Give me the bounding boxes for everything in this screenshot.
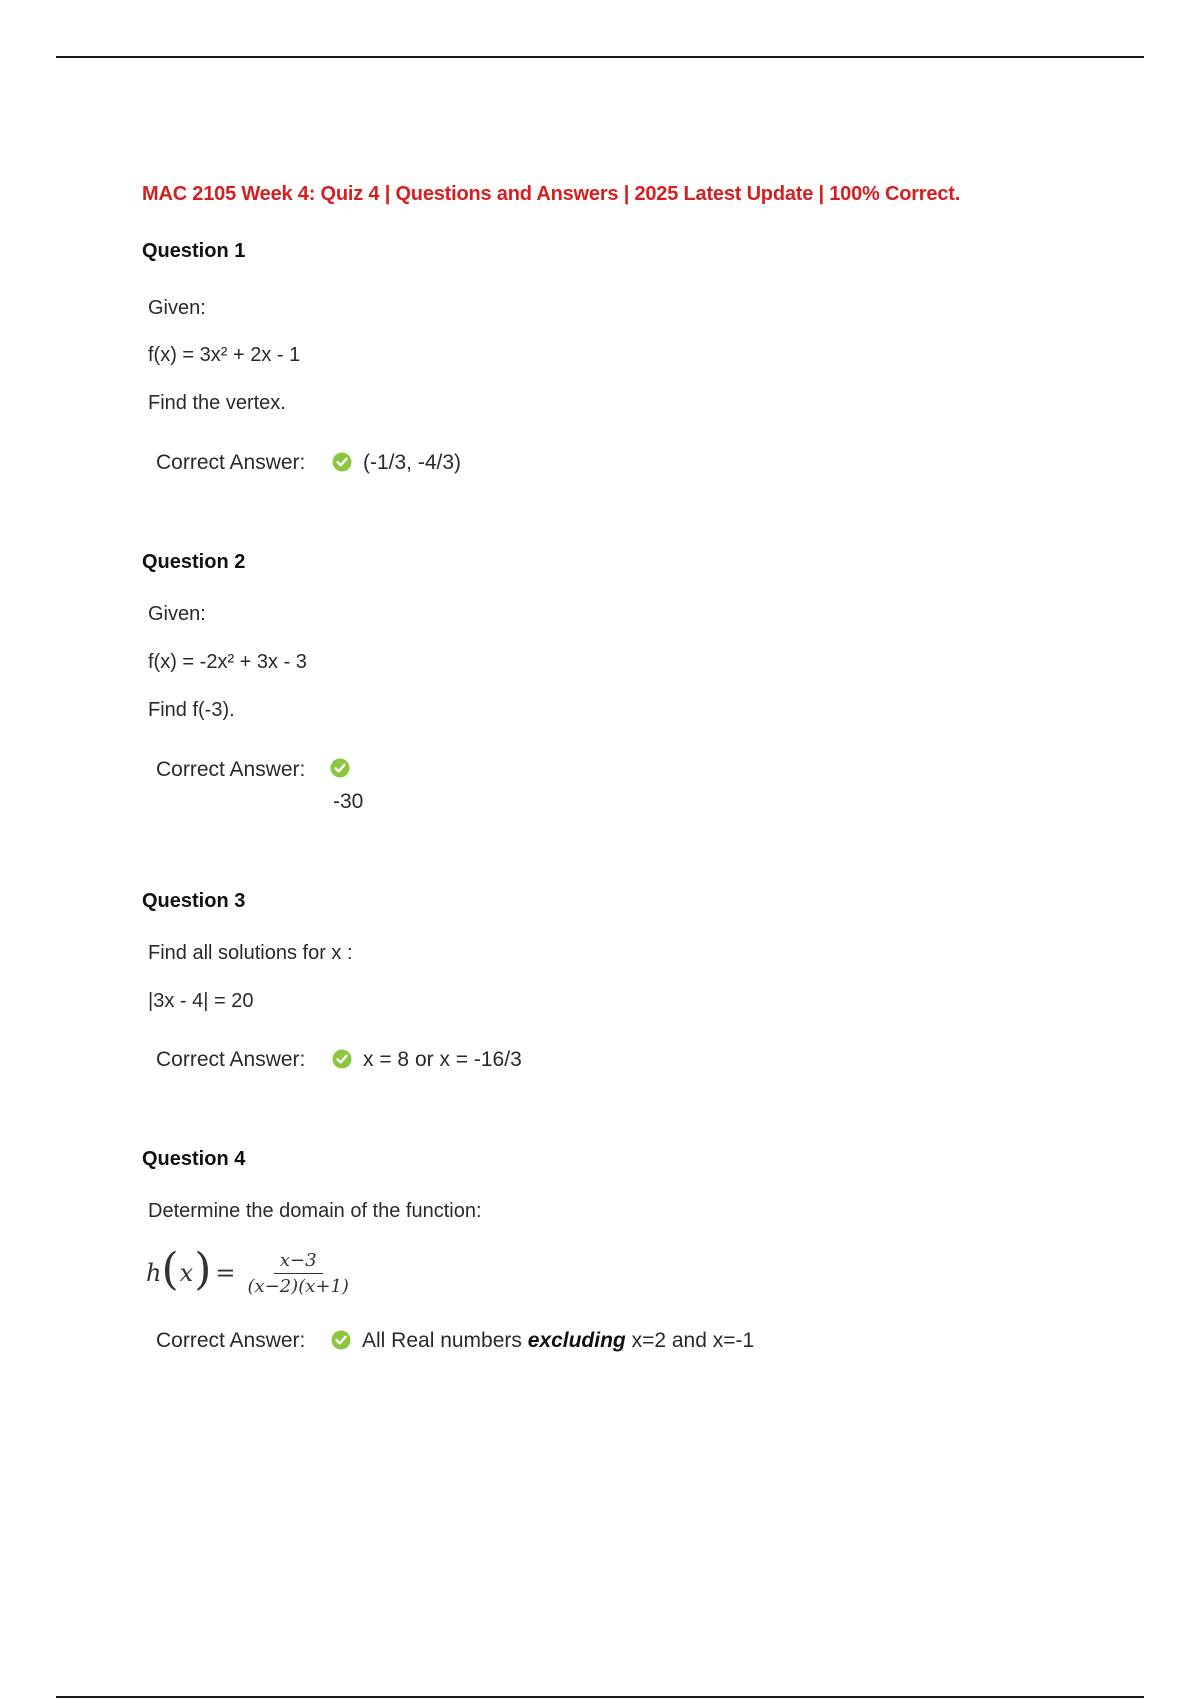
question-2-heading: Question 2	[142, 551, 246, 573]
document-title: MAC 2105 Week 4: Quiz 4 | Questions and Answers | 2025 Latest Update | 100% Correct.	[142, 183, 961, 205]
question-2-line-3: Find f(-3).	[148, 699, 235, 721]
question-1-line-2: f(x) = 3x² + 2x - 1	[148, 344, 301, 366]
check-circle-icon	[332, 1049, 352, 1069]
question-4-line-1: Determine the domain of the function:	[148, 1200, 482, 1222]
check-circle-icon	[330, 758, 350, 778]
formula-numerator: x−3	[274, 1250, 323, 1274]
formula-fraction	[241, 1250, 354, 1297]
formula-equals: =	[215, 1259, 236, 1287]
question-1-line-3: Find the vertex.	[148, 392, 286, 414]
question-3-answer-label: Correct Answer:	[156, 1048, 306, 1071]
question-1-line-1: Given:	[148, 297, 206, 319]
question-3-line-1: Find all solutions for x :	[148, 942, 353, 964]
question-2-answer-label: Correct Answer:	[156, 758, 306, 781]
question-1-heading: Question 1	[142, 240, 246, 262]
question-1-answer: (-1/3, -4/3)	[363, 451, 462, 474]
question-4-heading: Question 4	[142, 1148, 246, 1170]
question-1-answer-label: Correct Answer:	[156, 451, 306, 474]
formula-denominator: (x−2)(x+1)	[247, 1275, 349, 1297]
check-circle-icon	[332, 452, 352, 472]
question-4-answer-prefix: All Real numbers	[362, 1329, 528, 1352]
question-4-answer-suffix: x=2 and x=-1	[625, 1329, 755, 1352]
question-2-answer: -30	[333, 790, 364, 813]
bottom-rule	[56, 1696, 1144, 1698]
question-4-answer	[362, 1329, 754, 1353]
question-3-heading: Question 3	[142, 890, 246, 912]
formula-function-name: h	[146, 1259, 162, 1287]
formula-variable: x	[179, 1259, 194, 1287]
question-2-line-2: f(x) = -2x² + 3x - 3	[148, 651, 307, 673]
top-rule	[56, 56, 1144, 58]
question-3-answer: x = 8 or x = -16/3	[363, 1048, 522, 1071]
question-4-answer-label: Correct Answer:	[156, 1329, 306, 1352]
question-3-line-2: |3x - 4| = 20	[148, 990, 254, 1012]
check-circle-icon	[331, 1330, 351, 1350]
domain-formula: h ( x ) = $\frac{x-3}{(x-2)(x+1)}$	[146, 1243, 355, 1303]
question-4-answer-emphasis: excluding	[527, 1329, 626, 1352]
question-2-line-1: Given:	[148, 603, 206, 625]
